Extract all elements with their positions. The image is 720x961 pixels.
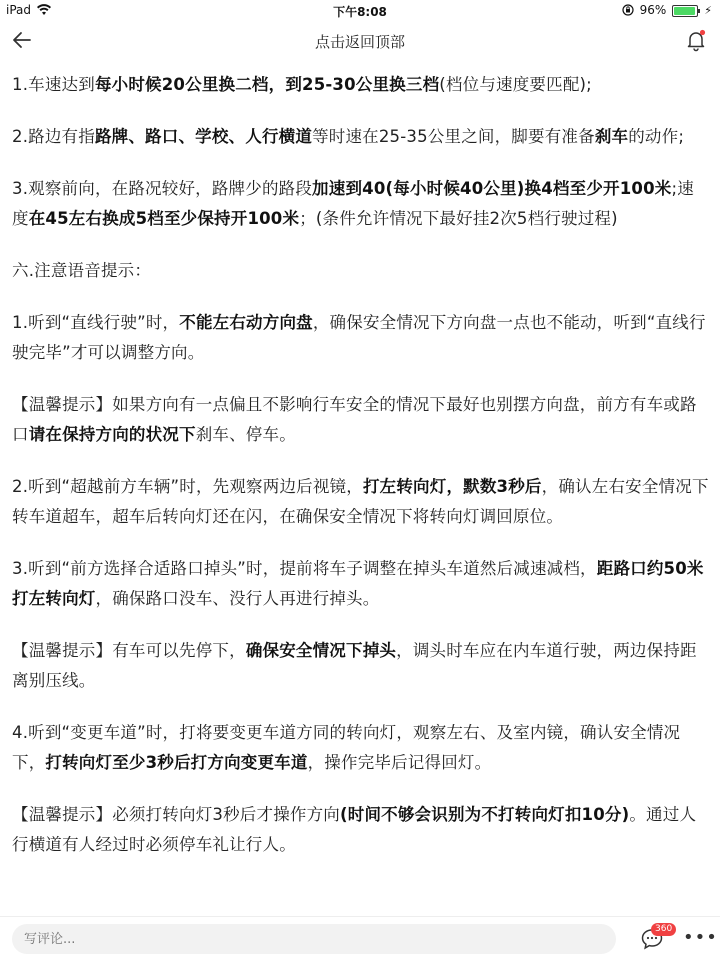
text-segment: 的动作; <box>628 127 685 146</box>
article-paragraph <box>12 472 710 532</box>
battery-icon <box>672 5 698 17</box>
article-paragraph <box>12 308 710 368</box>
article-paragraph <box>12 636 710 696</box>
bold-text: 每小时候20公里换二档，到25-30公里换三档 <box>94 75 440 94</box>
text-segment: 3.听到“前方选择合适路口掉头”时，提前将车子调整在掉头车道然后减速减档， <box>12 559 597 578</box>
text-segment: 1.听到“直线行驶”时， <box>12 313 180 332</box>
text-segment: (档位与速度要匹配); <box>439 75 592 94</box>
comment-input[interactable] <box>12 924 616 954</box>
text-segment: 2.路边有指 <box>12 127 95 146</box>
status-right <box>622 3 712 17</box>
bold-text: 距路口约50米打左转向灯 <box>12 559 704 608</box>
text-segment: ，确认左右安全情况下转车道超车，超车后转向灯还在闪，在确保安全情况下将转向灯调回原位。 <box>12 477 709 526</box>
article-paragraph <box>12 256 710 286</box>
text-segment: 2.听到“超越前方车辆”时，先观察两边后视镜， <box>12 477 363 496</box>
text-segment: ，确保安全情况下方向盘一点也不能动，听到“直线行驶完毕”才可以调整方向。 <box>12 313 706 362</box>
bold-text: 不能左右动方向盘 <box>179 313 313 332</box>
article-paragraph <box>12 554 710 614</box>
rotation-lock-icon <box>622 4 634 16</box>
bold-text: 打转向灯至少3秒后打方向变更车道 <box>45 753 308 772</box>
article-paragraph <box>12 718 710 778</box>
bold-text: 路牌、路口、学校、人行横道 <box>94 127 313 146</box>
text-segment: 【温馨提示】必须打转向灯3秒后才操作方向 <box>12 805 340 824</box>
device-name: iPad <box>6 3 32 17</box>
article-paragraph <box>12 122 710 152</box>
text-segment: ;速度 <box>12 179 694 228</box>
text-segment: ，确保路口没车、没行人再进行掉头。 <box>95 589 380 608</box>
text-segment: 4.听到“变更车道”时，打将要变更车道方同的转向灯，观察左右、及室内镜，确认安全情况下， <box>12 723 681 772</box>
article-paragraph <box>12 174 710 234</box>
bold-text: 加速到40(每小时候40公里)换4档至少开100米 <box>312 179 672 198</box>
bold-text: 确保安全情况下掉头 <box>245 641 397 660</box>
back-to-top-button[interactable]: 点击返回顶部 <box>314 33 405 51</box>
text-segment: 等时速在25-35公里之间，脚要有准备 <box>312 127 595 146</box>
text-segment: 【温馨提示】如果方向有一点偏且不影响行车安全的情况下最好也别摆方向盘，前方有车或路口 <box>12 395 697 444</box>
text-segment: 1.车速达到 <box>12 75 95 94</box>
text-segment: 【温馨提示】有车可以先停下， <box>12 641 246 660</box>
text-segment: 。通过人行横道有人经过时必须停车礼让行人。 <box>12 805 697 854</box>
text-segment: ；(条件允许情况下最好挂2次5档行驶过程) <box>299 209 618 228</box>
text-segment: 3.观察前向，在路况较好，路牌少的路段 <box>12 179 313 198</box>
bold-text: 打左转向灯，默数3秒后 <box>362 477 542 496</box>
article-paragraph <box>12 800 710 860</box>
bold-text: 在45左右换成5档至少保持开100米 <box>28 209 300 228</box>
bold-text: (时间不够会识别为不打转向灯扣10分) <box>340 805 630 824</box>
bold-text: 请在保持方向的状况下 <box>28 425 196 444</box>
bold-text: 刹车 <box>594 127 629 146</box>
status-bar <box>0 0 720 20</box>
article-body <box>12 70 710 916</box>
text-segment: 刹车、停车。 <box>195 425 296 444</box>
charging-icon: ⚡ <box>704 3 712 17</box>
article-paragraph <box>12 390 710 450</box>
comment-count-badge: 360 <box>651 923 676 936</box>
text-segment: 六.注意语音提示： <box>12 261 152 280</box>
text-segment: ，调头时车应在内车道行驶，两边保持距离别压线。 <box>12 641 697 690</box>
more-options-button[interactable]: ••• <box>683 927 718 948</box>
navigation-bar <box>0 20 720 62</box>
bottom-comment-bar <box>0 916 720 961</box>
battery-percent: 96% <box>639 3 667 17</box>
text-segment: ，操作完毕后记得回灯。 <box>307 753 492 772</box>
notification-bell-icon[interactable] <box>684 28 708 52</box>
status-time: 下午8:08 <box>333 5 387 19</box>
article-paragraph <box>12 70 710 100</box>
